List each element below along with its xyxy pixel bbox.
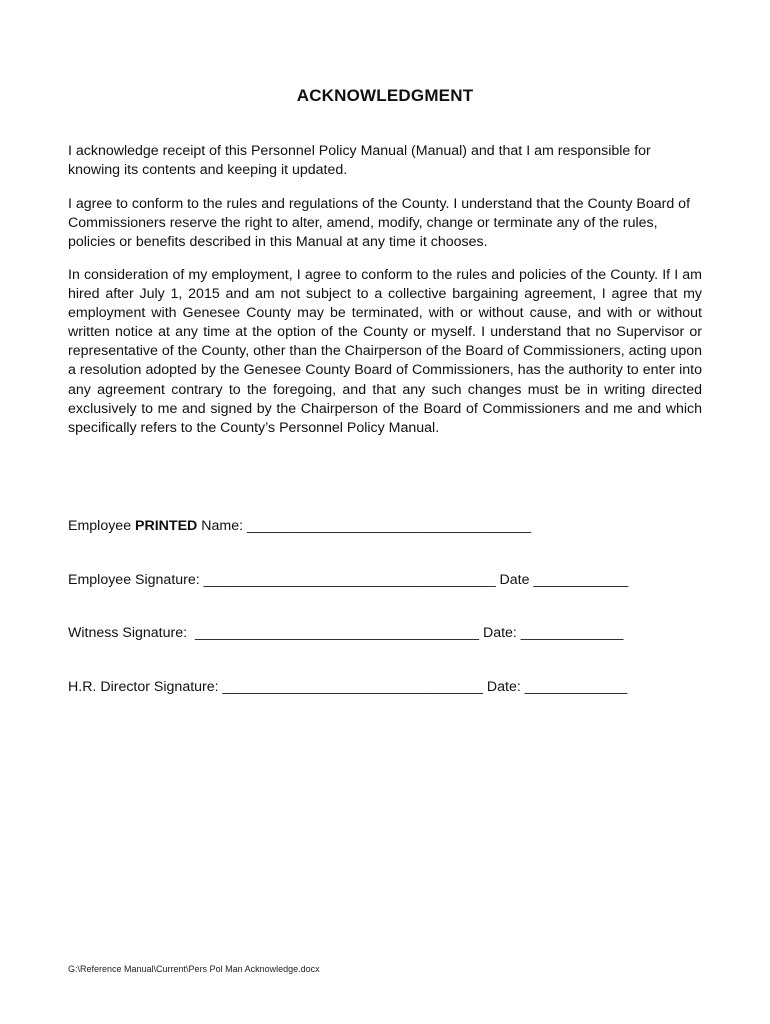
employee-signature-line[interactable]: Employee Signature: _____________________________________ Date ____________	[68, 572, 629, 588]
document-title: ACKNOWLEDGMENT	[296, 86, 474, 105]
paragraph-receipt: I acknowledge receipt of this Personnel Policy Manual (Manual) and that I am responsible for knowing its contents and keeping it updated.	[68, 143, 651, 179]
file-path-footer: G:\Reference Manual\Current\Pers Pol Man Acknowledge.docx	[68, 964, 320, 974]
paragraph-rules: I agree to conform to the rules and regulations of the County. I understand that the County Board of Commissioners reserve the right to alter, amend, modify, change or terminate any of the rules, policies or benefits described in this Manual at any time it chooses.	[68, 196, 691, 251]
printed-name-prefix: Employee	[68, 518, 136, 534]
paragraph-employment-terms: In consideration of my employment, I agree to conform to the rules and policies of the County. If I am hired after July 1, 2015 and am not subject to a collective bargaining agreement, I agree that my employment with Genesee County may be terminated, with or without cause, and with or without written notice at any time at the option of the County or myself. I understand that no Supervisor or representative of the County, other than the Chairperson of the Board of Commissioners, acting upon a resolution adopted by the Genesee County Board of Commissioners, has the authority to enter into any agreement contrary to the foregoing, and that any such changes must be in writing directed exclusively to me and signed by the Chairperson of the Board of Commissioners and me and which specifically refers to the County’s Personnel Policy Manual.	[68, 267, 702, 436]
printed-name-bold: PRINTED	[135, 518, 198, 534]
witness-signature-line[interactable]: Witness Signature: ____________________________________ Date: _____________	[68, 625, 624, 641]
printed-name-suffix: Name: ____________________________________	[197, 518, 532, 534]
hr-director-signature-line[interactable]: H.R. Director Signature: _________________________________ Date: _____________	[68, 679, 628, 695]
printed-name-line[interactable]	[68, 516, 531, 536]
